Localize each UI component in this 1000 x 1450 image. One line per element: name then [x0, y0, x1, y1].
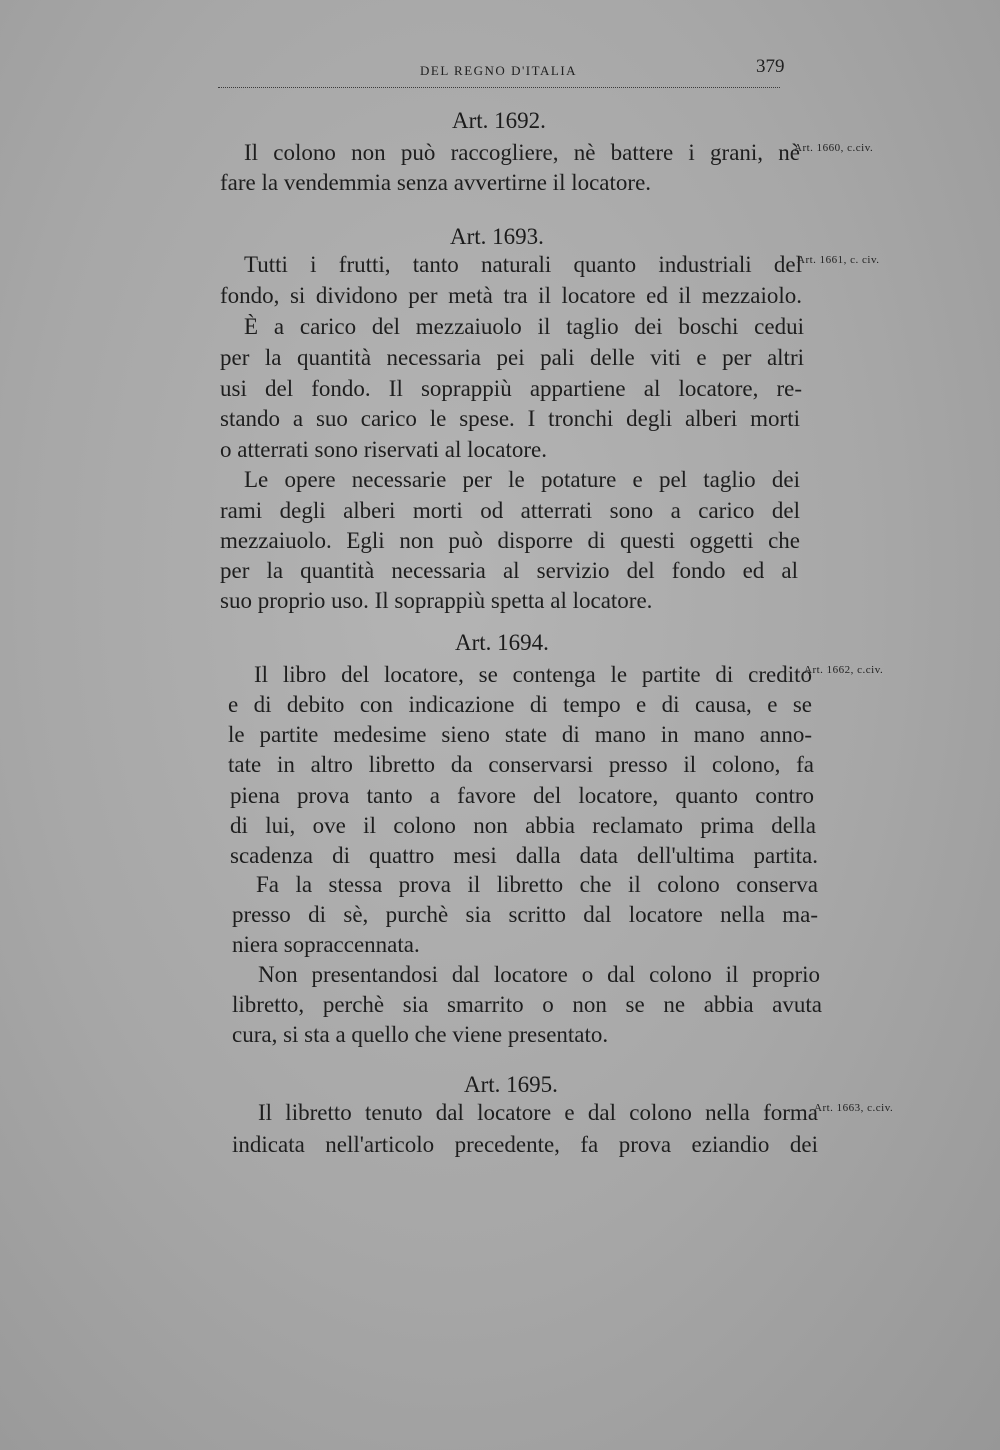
article-title: Art. 1692. [452, 108, 546, 133]
text-line: rami degli alberi morti od atterrati sono a carico del [220, 498, 800, 523]
text-line: Non presentandosi dal locatore o dal colono il proprio [258, 962, 820, 987]
page-number: 379 [756, 56, 785, 77]
text-line: Le opere necessarie per le potature e pel taglio dei [244, 467, 800, 492]
text-line: o atterrati sono riservati al locatore. [220, 437, 547, 462]
text-line: presso di sè, purchè sia scritto dal locatore nella ma- [232, 902, 818, 927]
text-line: piena prova tanto a favore del locatore, quanto contro [230, 783, 814, 808]
text-line: fondo, si dividono per metà tra il locatore ed il mezzaiolo. [220, 283, 802, 308]
text-line: È a carico del mezzaiuolo il taglio dei boschi cedui [244, 314, 804, 339]
article-title: Art. 1694. [455, 630, 549, 655]
text-line: niera sopraccennata. [232, 932, 420, 957]
margin-reference: Art. 1663, c.civ. [814, 1102, 894, 1114]
text-line: libretto, perchè sia smarrito o non se ne abbia avuta [232, 992, 822, 1017]
text-line: stando a suo carico le spese. I tronchi degli alberi morti [220, 406, 800, 431]
running-head: DEL REGNO D'ITALIA [420, 63, 578, 78]
article-title: Art. 1695. [464, 1072, 558, 1097]
margin-reference: Art. 1661, c. civ. [797, 254, 880, 266]
header-rule [218, 87, 780, 88]
text-line: Fa la stessa prova il libretto che il colono conserva [256, 872, 818, 897]
text-line: Il libro del locatore, se contenga le partite di credito [254, 662, 812, 687]
text-line: Il colono non può raccogliere, nè battere i grani, nè [244, 140, 800, 165]
text-line: Tutti i frutti, tanto naturali quanto industriali del [244, 252, 802, 277]
margin-reference: Art. 1662, c.civ. [804, 664, 884, 676]
text-line: suo proprio uso. Il soprappiù spetta al locatore. [220, 588, 653, 613]
text-line: le partite medesime sieno state di mano in mano anno- [228, 722, 812, 747]
text-line: mezzaiuolo. Egli non può disporre di questi oggetti che [220, 528, 800, 553]
text-line: scadenza di quattro mesi dalla data dell'ultima partita. [230, 843, 818, 868]
text-line: usi del fondo. Il soprappiù appartiene al locatore, re- [220, 376, 802, 401]
text-line: indicata nell'articolo precedente, fa prova eziandio dei [232, 1132, 818, 1157]
text-line: tate in altro libretto da conservarsi presso il colono, fa [228, 752, 814, 777]
article-title: Art. 1693. [450, 224, 544, 249]
text-line: Il libretto tenuto dal locatore e dal colono nella forma [258, 1100, 818, 1125]
text-line: e di debito con indicazione di tempo e di causa, e se [228, 692, 812, 717]
text-line: cura, si sta a quello che viene presentato. [232, 1022, 609, 1047]
text-line: fare la vendemmia senza avvertirne il locatore. [220, 170, 652, 195]
text-line: per la quantità necessaria al servizio del fondo ed al [220, 558, 798, 583]
margin-reference: Art. 1660, c.civ. [794, 142, 874, 154]
text-line: per la quantità necessaria pei pali delle viti e per altri [220, 345, 804, 370]
text-line: di lui, ove il colono non abbia reclamato prima della [230, 813, 816, 838]
